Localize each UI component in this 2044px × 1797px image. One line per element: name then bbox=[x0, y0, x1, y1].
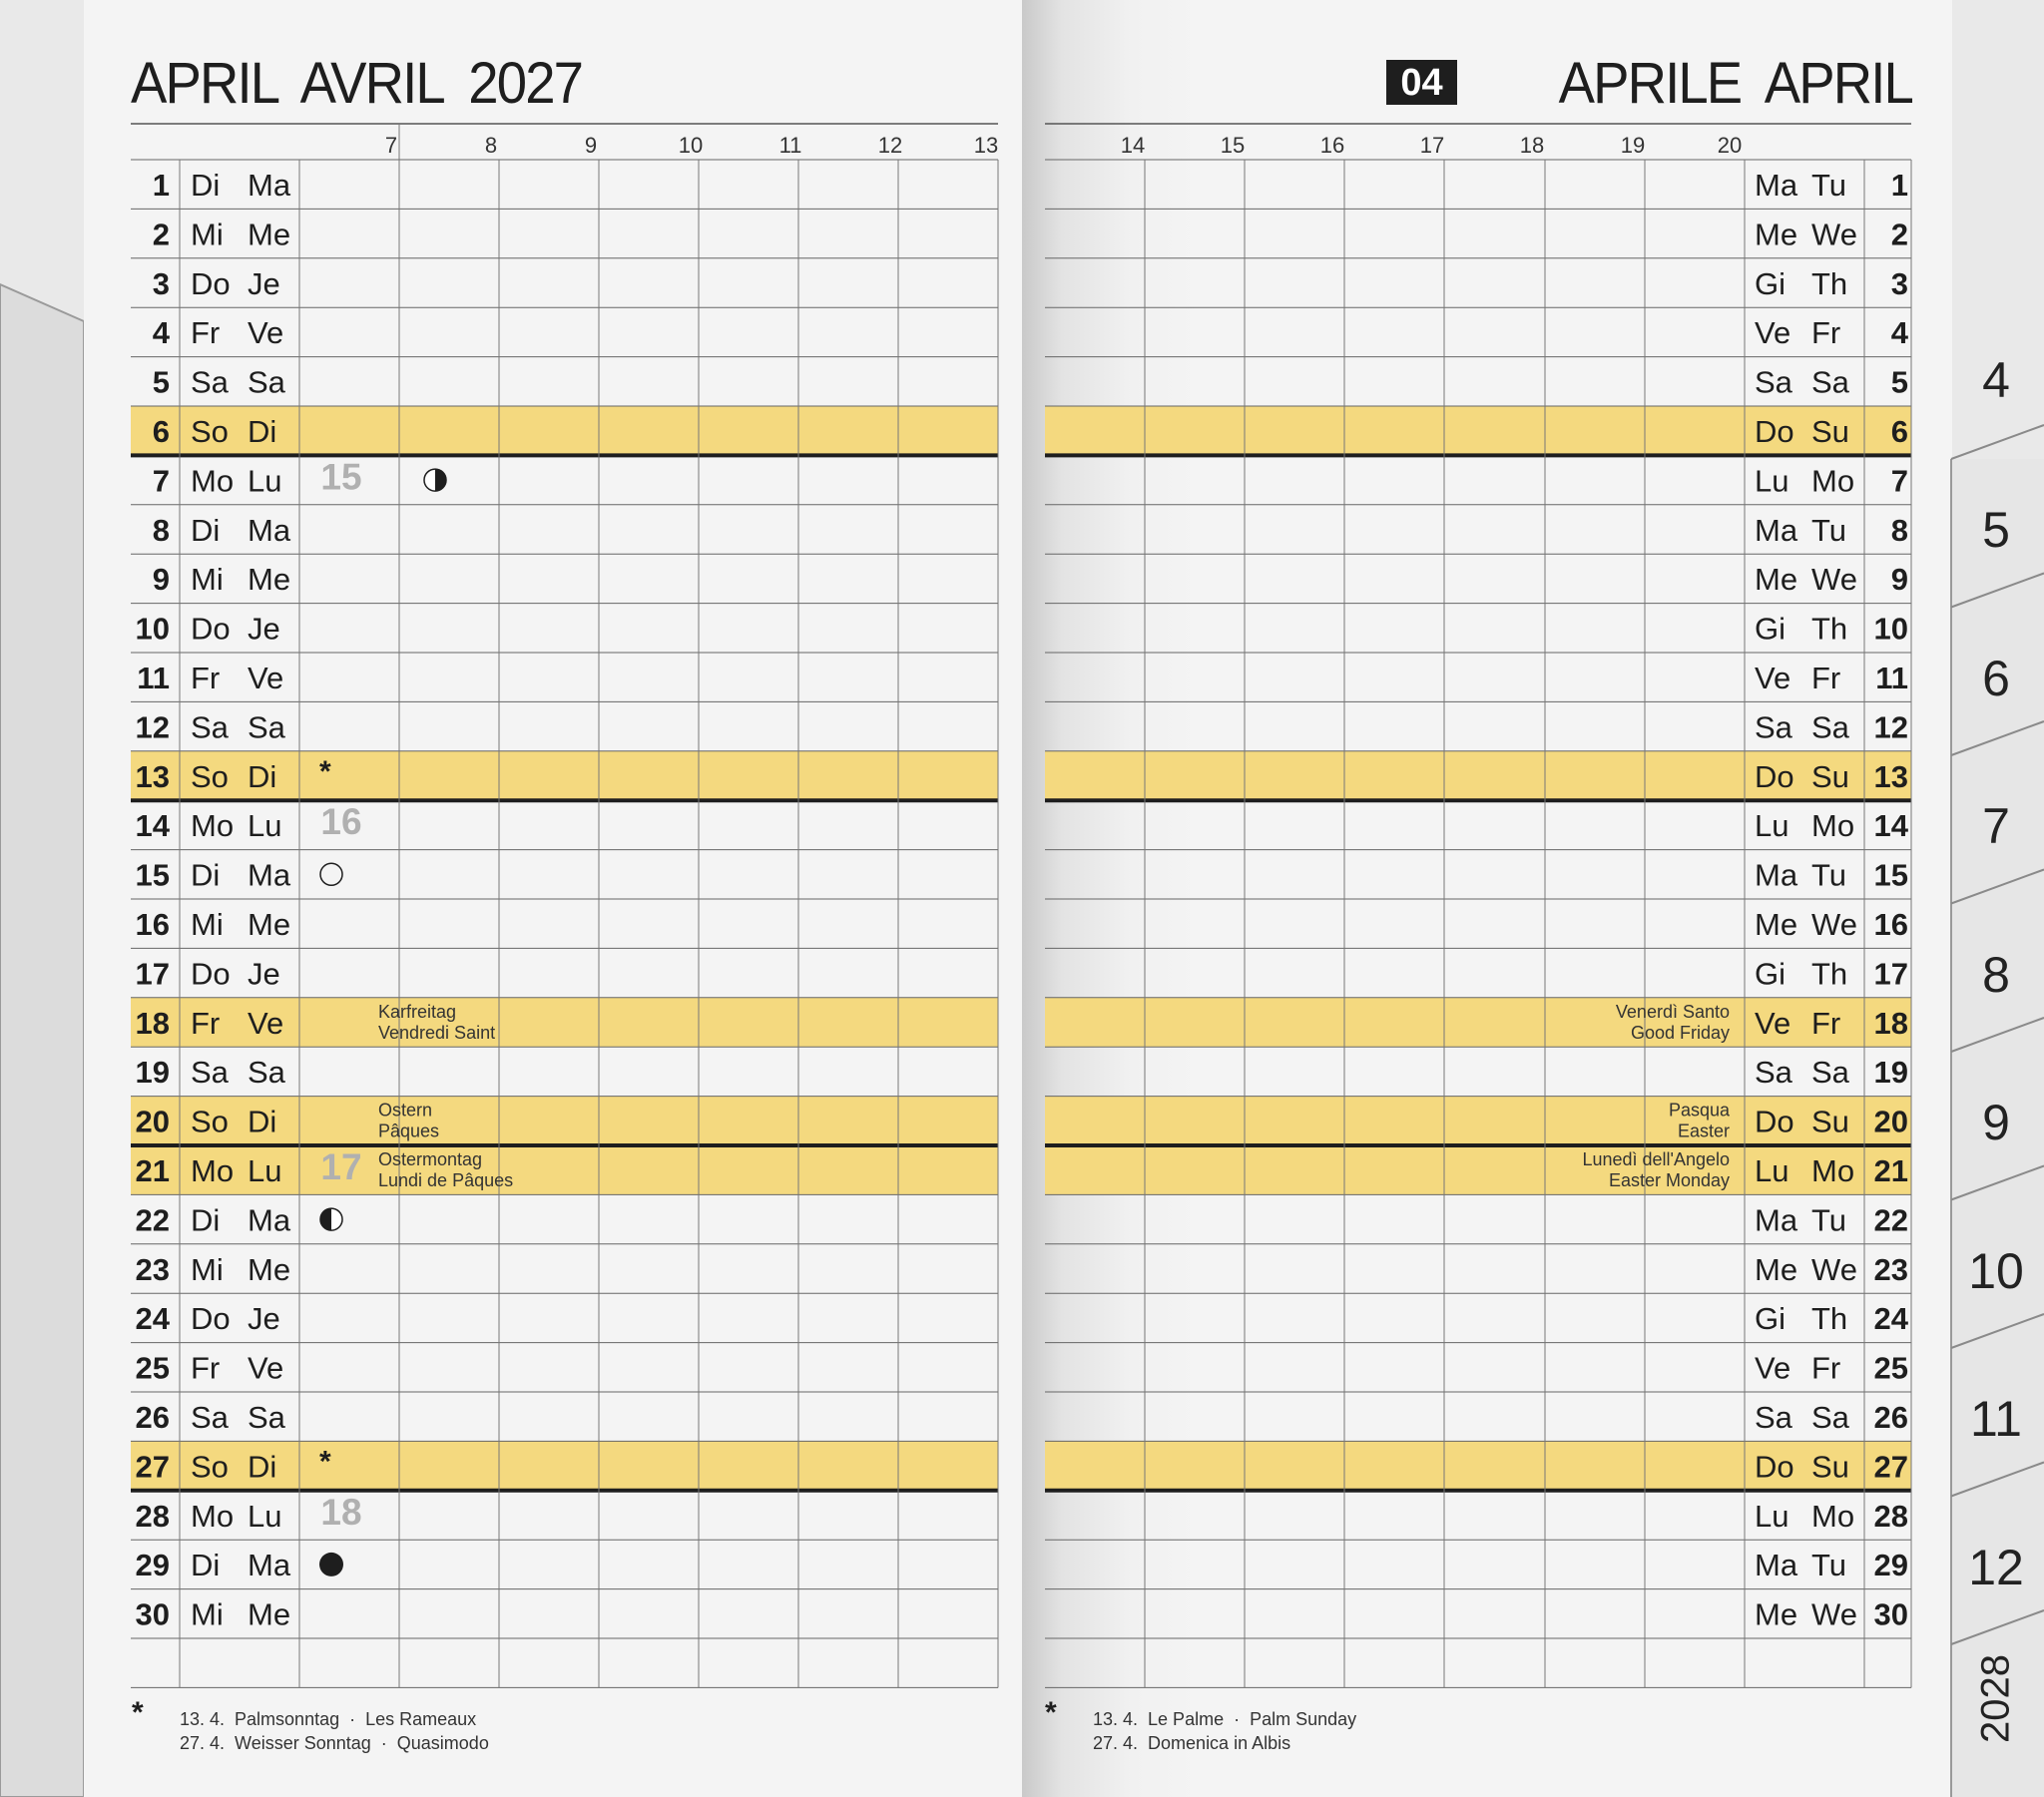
day-number-left: 1 bbox=[152, 168, 170, 203]
day-number-left: 2 bbox=[152, 217, 170, 252]
day-number-left: 25 bbox=[135, 1350, 170, 1386]
weekday-en: Th bbox=[1811, 265, 1848, 301]
day-number-right: 26 bbox=[1873, 1400, 1908, 1435]
weekday-en: Mo bbox=[1811, 1153, 1855, 1188]
weekday-fr: Sa bbox=[248, 709, 285, 745]
day-number-right: 16 bbox=[1873, 907, 1908, 942]
palm-sunday-star: * bbox=[319, 754, 331, 788]
weekday-de: Fr bbox=[191, 661, 221, 695]
day-number-right: 14 bbox=[1873, 808, 1908, 844]
weekday-it: Lu bbox=[1755, 1498, 1789, 1534]
hour-label: 16 bbox=[1319, 133, 1345, 158]
weekday-en: Mo bbox=[1811, 463, 1855, 499]
weekday-it: Sa bbox=[1755, 709, 1792, 745]
weekday-it: Gi bbox=[1755, 1301, 1786, 1337]
weekday-fr: Ve bbox=[248, 661, 284, 695]
day-number-left: 4 bbox=[152, 315, 170, 351]
day-number-right: 2 bbox=[1890, 217, 1908, 252]
holiday-label-fr: Lundi de Pâques bbox=[378, 1170, 514, 1190]
holiday-label-en: Easter Monday bbox=[1608, 1170, 1730, 1190]
hour-label: 17 bbox=[1419, 133, 1445, 158]
weekday-fr: Ve bbox=[248, 1350, 284, 1386]
weekday-it: Lu bbox=[1755, 1153, 1789, 1188]
holiday-label-de: Ostermontag bbox=[378, 1149, 483, 1169]
day-number-left: 12 bbox=[135, 709, 170, 745]
hour-label: 8 bbox=[484, 133, 498, 158]
holiday-label-en: Good Friday bbox=[1630, 1022, 1730, 1043]
weekday-en: Sa bbox=[1811, 1400, 1849, 1435]
weekday-fr: Me bbox=[248, 1251, 291, 1287]
weekday-fr: Sa bbox=[248, 1400, 285, 1435]
weekday-it: Lu bbox=[1755, 808, 1789, 844]
day-number-right: 3 bbox=[1890, 265, 1908, 301]
weekday-it: Ve bbox=[1755, 1350, 1791, 1386]
week-number: 15 bbox=[320, 456, 362, 498]
weekday-it: Me bbox=[1755, 562, 1798, 598]
weekday-de: So bbox=[191, 414, 229, 449]
day-number-right: 5 bbox=[1890, 364, 1908, 400]
weekday-de: Fr bbox=[191, 1350, 221, 1386]
weekday-fr: Sa bbox=[248, 364, 285, 400]
day-number-right: 21 bbox=[1873, 1153, 1908, 1188]
weekday-it: Ve bbox=[1755, 1005, 1791, 1041]
weekday-de: Sa bbox=[191, 1400, 229, 1435]
holiday-label-en: Easter bbox=[1677, 1121, 1730, 1141]
weekday-it: Gi bbox=[1755, 265, 1786, 301]
month-tab-5[interactable]: 5 bbox=[1982, 502, 2010, 558]
day-number-left: 9 bbox=[152, 562, 170, 598]
weekday-en: Fr bbox=[1811, 1350, 1841, 1386]
weekday-en: Mo bbox=[1811, 808, 1855, 844]
weekday-de: So bbox=[191, 1104, 229, 1139]
weekday-it: Sa bbox=[1755, 1055, 1792, 1091]
weekday-de: Mi bbox=[191, 1596, 224, 1632]
day-number-right: 22 bbox=[1873, 1202, 1908, 1238]
page-title-left: APRIL AVRIL 2027 bbox=[131, 51, 583, 116]
weekday-fr: Ma bbox=[248, 1202, 291, 1238]
holiday-label-it: Lunedì dell'Angelo bbox=[1582, 1149, 1730, 1169]
day-number-right: 30 bbox=[1873, 1596, 1908, 1632]
weekday-fr: Je bbox=[248, 1301, 280, 1337]
weekday-en: Th bbox=[1811, 956, 1848, 992]
hour-label: 10 bbox=[678, 133, 704, 158]
weekday-fr: Ma bbox=[248, 168, 291, 203]
day-number-right: 4 bbox=[1890, 315, 1908, 351]
weekday-it: Do bbox=[1755, 1104, 1794, 1139]
weekday-en: Th bbox=[1811, 611, 1848, 647]
weekday-de: So bbox=[191, 758, 229, 794]
day-number-left: 26 bbox=[135, 1400, 170, 1435]
weekday-de: Mo bbox=[191, 1153, 235, 1188]
hour-label: 14 bbox=[1120, 133, 1146, 158]
weekday-de: Sa bbox=[191, 709, 229, 745]
hour-label: 7 bbox=[384, 133, 398, 158]
weekday-it: Ma bbox=[1755, 1202, 1798, 1238]
weekday-de: Fr bbox=[191, 315, 221, 351]
hour-label: 20 bbox=[1717, 133, 1743, 158]
weekday-en: Su bbox=[1811, 414, 1849, 449]
weekday-it: Do bbox=[1755, 758, 1794, 794]
weekday-en: Tu bbox=[1811, 512, 1847, 548]
weekday-en: We bbox=[1811, 1596, 1857, 1632]
hour-label: 15 bbox=[1220, 133, 1246, 158]
weekday-en: Su bbox=[1811, 1449, 1849, 1485]
weekday-it: Ma bbox=[1755, 512, 1798, 548]
weekday-de: Sa bbox=[191, 364, 229, 400]
weekday-de: Do bbox=[191, 265, 231, 301]
hour-label: 11 bbox=[778, 133, 802, 158]
month-tab-4[interactable]: 4 bbox=[1982, 352, 2010, 408]
weekday-de: Mo bbox=[191, 808, 235, 844]
weekday-fr: Je bbox=[248, 611, 280, 647]
weekday-de: So bbox=[191, 1449, 229, 1485]
day-number-right: 6 bbox=[1890, 414, 1908, 449]
week-number: 16 bbox=[320, 801, 362, 843]
day-number-left: 11 bbox=[137, 661, 170, 695]
weekday-de: Do bbox=[191, 956, 231, 992]
day-number-left: 24 bbox=[135, 1301, 170, 1337]
weekday-it: Do bbox=[1755, 414, 1794, 449]
hour-label: 12 bbox=[877, 133, 903, 158]
footnote-star-right: * bbox=[1045, 1696, 1057, 1729]
week-number: 17 bbox=[320, 1146, 362, 1187]
weekday-it: Ma bbox=[1755, 857, 1798, 893]
month-tab-8[interactable]: 8 bbox=[1982, 946, 2010, 1003]
day-number-right: 20 bbox=[1873, 1104, 1908, 1139]
weekday-en: Fr bbox=[1811, 1005, 1841, 1041]
weekday-de: Di bbox=[191, 1202, 221, 1238]
year-tab-2028[interactable]: 2028 bbox=[1973, 1654, 2018, 1743]
weekday-it: Sa bbox=[1755, 1400, 1792, 1435]
weekday-en: We bbox=[1811, 562, 1857, 598]
day-number-left: 14 bbox=[135, 808, 170, 844]
weekday-de: Di bbox=[191, 512, 221, 548]
day-number-left: 27 bbox=[135, 1449, 170, 1485]
weekday-fr: Lu bbox=[248, 463, 282, 499]
weekday-de: Di bbox=[191, 168, 221, 203]
hour-label: 13 bbox=[973, 133, 999, 158]
holiday-label-de: Ostern bbox=[378, 1100, 433, 1121]
weekday-fr: Di bbox=[248, 1449, 277, 1485]
footnote-star-left: * bbox=[132, 1696, 144, 1729]
hour-label: 18 bbox=[1519, 133, 1545, 158]
weekday-fr: Sa bbox=[248, 1055, 285, 1091]
weekday-de: Do bbox=[191, 1301, 231, 1337]
day-number-left: 30 bbox=[135, 1596, 170, 1632]
weekday-it: Lu bbox=[1755, 463, 1789, 499]
day-number-right: 9 bbox=[1890, 562, 1908, 598]
day-number-left: 5 bbox=[152, 364, 170, 400]
day-number-left: 18 bbox=[135, 1005, 170, 1041]
weekday-fr: Me bbox=[248, 907, 291, 942]
weekday-en: Su bbox=[1811, 1104, 1849, 1139]
month-badge: 04 bbox=[1386, 60, 1457, 105]
day-number-left: 13 bbox=[135, 758, 170, 794]
day-number-left: 7 bbox=[152, 463, 170, 499]
weekday-fr: Lu bbox=[248, 1153, 282, 1188]
weekday-fr: Je bbox=[248, 956, 280, 992]
weekday-fr: Ma bbox=[248, 857, 291, 893]
day-number-left: 8 bbox=[152, 512, 170, 548]
weekday-en: Sa bbox=[1811, 1055, 1849, 1091]
weekday-de: Mi bbox=[191, 562, 224, 598]
day-number-left: 28 bbox=[135, 1498, 170, 1534]
day-number-right: 28 bbox=[1873, 1498, 1908, 1534]
weekday-it: Ve bbox=[1755, 661, 1791, 695]
day-number-left: 20 bbox=[135, 1104, 170, 1139]
day-number-right: 23 bbox=[1873, 1251, 1908, 1287]
weekday-fr: Di bbox=[248, 758, 277, 794]
day-number-left: 6 bbox=[152, 414, 170, 449]
weekday-fr: Je bbox=[248, 265, 280, 301]
day-number-left: 23 bbox=[135, 1251, 170, 1287]
month-tab-12[interactable]: 12 bbox=[1968, 1539, 2024, 1595]
weekday-en: Mo bbox=[1811, 1498, 1855, 1534]
weekday-fr: Di bbox=[248, 414, 277, 449]
day-number-right: 29 bbox=[1873, 1548, 1908, 1583]
month-tab-7[interactable]: 7 bbox=[1982, 798, 2010, 854]
weekday-de: Mi bbox=[191, 1251, 224, 1287]
weekday-it: Ve bbox=[1755, 315, 1791, 351]
weekday-fr: Ve bbox=[248, 315, 284, 351]
month-tab-9[interactable]: 9 bbox=[1982, 1095, 2010, 1150]
footnote-right-1: 13. 4. Le Palme · Palm Sunday bbox=[1093, 1709, 1357, 1729]
weekday-de: Mi bbox=[191, 217, 224, 252]
day-number-left: 3 bbox=[152, 265, 170, 301]
weekday-fr: Lu bbox=[248, 1498, 282, 1534]
weekday-it: Me bbox=[1755, 1251, 1798, 1287]
day-number-left: 19 bbox=[135, 1055, 170, 1091]
weekday-it: Gi bbox=[1755, 956, 1786, 992]
weekday-it: Do bbox=[1755, 1449, 1794, 1485]
week-number: 18 bbox=[320, 1491, 362, 1533]
day-number-right: 18 bbox=[1873, 1005, 1908, 1041]
weekday-en: Tu bbox=[1811, 168, 1847, 203]
holiday-label-fr: Vendredi Saint bbox=[378, 1022, 496, 1043]
weekday-it: Me bbox=[1755, 907, 1798, 942]
day-number-right: 13 bbox=[1873, 758, 1908, 794]
day-number-right: 1 bbox=[1890, 168, 1908, 203]
weekday-fr: Lu bbox=[248, 808, 282, 844]
day-number-right: 12 bbox=[1873, 709, 1908, 745]
day-number-right: 17 bbox=[1873, 956, 1908, 992]
page-title-right: APRILE APRIL bbox=[1558, 51, 1912, 116]
day-number-right: 8 bbox=[1890, 512, 1908, 548]
weekday-it: Me bbox=[1755, 217, 1798, 252]
weekday-de: Fr bbox=[191, 1005, 221, 1041]
weekday-de: Sa bbox=[191, 1055, 229, 1091]
weekday-de: Mi bbox=[191, 907, 224, 942]
hour-label: 9 bbox=[584, 133, 598, 158]
weekday-de: Do bbox=[191, 611, 231, 647]
weekday-fr: Di bbox=[248, 1104, 277, 1139]
weekday-en: Fr bbox=[1811, 315, 1841, 351]
month-tab-6[interactable]: 6 bbox=[1982, 650, 2010, 706]
weekday-en: Tu bbox=[1811, 857, 1847, 893]
day-number-right: 27 bbox=[1873, 1449, 1908, 1485]
weekday-en: Sa bbox=[1811, 364, 1849, 400]
day-number-right: 7 bbox=[1890, 463, 1908, 499]
day-number-left: 16 bbox=[135, 907, 170, 942]
holiday-label-de: Karfreitag bbox=[378, 1001, 457, 1022]
weekday-de: Di bbox=[191, 857, 221, 893]
weekday-en: Th bbox=[1811, 1301, 1848, 1337]
day-number-left: 21 bbox=[135, 1153, 170, 1188]
weekday-en: We bbox=[1811, 217, 1857, 252]
weekday-it: Gi bbox=[1755, 611, 1786, 647]
month-tab-10[interactable]: 10 bbox=[1968, 1242, 2024, 1299]
day-number-right: 10 bbox=[1873, 611, 1908, 647]
weekday-de: Mo bbox=[191, 463, 235, 499]
weekday-it: Ma bbox=[1755, 1548, 1798, 1583]
day-number-right: 24 bbox=[1873, 1301, 1908, 1337]
holiday-label-it: Venerdì Santo bbox=[1615, 1001, 1730, 1022]
weekday-en: We bbox=[1811, 907, 1857, 942]
weekday-en: Sa bbox=[1811, 709, 1849, 745]
weekday-fr: Ve bbox=[248, 1005, 284, 1041]
holiday-label-fr: Pâques bbox=[378, 1121, 440, 1141]
weekday-en: Fr bbox=[1811, 661, 1841, 695]
day-number-right: 15 bbox=[1873, 857, 1908, 893]
weekday-en: We bbox=[1811, 1251, 1857, 1287]
palm-sunday-star: * bbox=[319, 1445, 331, 1479]
footnote-left-1: 13. 4. Palmsonntag · Les Rameaux bbox=[180, 1709, 477, 1729]
weekday-de: Di bbox=[191, 1548, 221, 1583]
footnote-left-2: 27. 4. Weisser Sonntag · Quasimodo bbox=[180, 1733, 489, 1753]
hour-label: 19 bbox=[1620, 133, 1646, 158]
footnote-right-2: 27. 4. Domenica in Albis bbox=[1093, 1733, 1291, 1753]
day-number-right: 25 bbox=[1873, 1350, 1908, 1386]
weekday-fr: Ma bbox=[248, 1548, 291, 1583]
weekday-fr: Ma bbox=[248, 512, 291, 548]
day-number-right: 11 bbox=[1875, 661, 1908, 695]
day-number-left: 10 bbox=[135, 611, 170, 647]
day-number-left: 15 bbox=[135, 857, 170, 893]
weekday-fr: Me bbox=[248, 217, 291, 252]
weekday-en: Su bbox=[1811, 758, 1849, 794]
weekday-en: Tu bbox=[1811, 1548, 1847, 1583]
weekday-fr: Me bbox=[248, 1596, 291, 1632]
month-tab-11[interactable]: 11 bbox=[1970, 1391, 2022, 1447]
day-number-left: 22 bbox=[135, 1202, 170, 1238]
weekday-it: Ma bbox=[1755, 168, 1798, 203]
day-number-left: 17 bbox=[135, 956, 170, 992]
weekday-it: Me bbox=[1755, 1596, 1798, 1632]
day-number-right: 19 bbox=[1873, 1055, 1908, 1091]
weekday-de: Mo bbox=[191, 1498, 235, 1534]
weekday-fr: Me bbox=[248, 562, 291, 598]
weekday-it: Sa bbox=[1755, 364, 1792, 400]
day-number-left: 29 bbox=[135, 1548, 170, 1583]
weekday-en: Tu bbox=[1811, 1202, 1847, 1238]
holiday-label-it: Pasqua bbox=[1668, 1100, 1730, 1121]
